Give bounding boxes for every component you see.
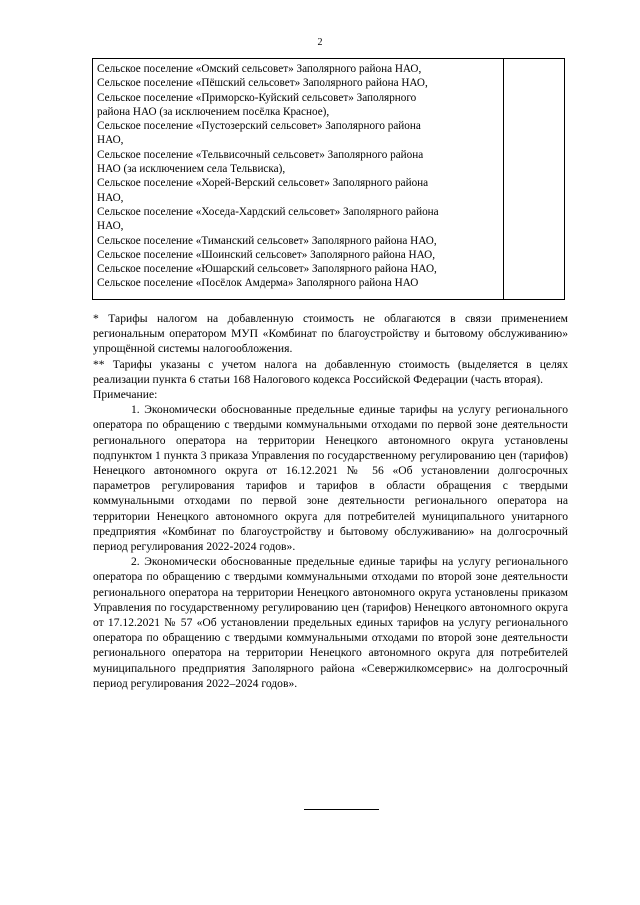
footnote-vat-exempt: * Тарифы налогом на добавленную стоимость не облагаются в связи применением региональным оператором МУП «Комбинат по благоустройству и бытовому обслуживанию» упрощённой системы налогообложения. bbox=[93, 312, 568, 356]
notes-heading: Примечание: bbox=[93, 388, 158, 402]
page-number: 2 bbox=[317, 37, 323, 48]
settlement-line: Сельское поселение «Юшарский сельсовет» Заполярного района НАО, bbox=[97, 263, 437, 276]
footnote-vat-included: ** Тарифы указаны с учетом налога на добавленную стоимость (выделяется в целях реализации пункта 6 статьи 168 Налогового кодекса Российской Федерации (часть вторая). bbox=[93, 357, 568, 386]
note-item-1: 1. Экономически обоснованные предельные единые тарифы на услугу регионального оператора по обращению с твердыми коммунальными отходами по первой зоне деятельности регионального оператора на территории Ненецкого автономного округа установлены подпунктом 1 пункта 3 приказа Управления по государственному регулированию цен (тарифов) Ненецкого автономного округа от 16.12.2021 № 56 «Об установлении долгосрочных параметров регулирования тарифов и тарифов в области обращения с твердыми коммунальными отходами по первой зоне деятельности регионального оператора на территории Ненецкого автономного округа для потребителей муниципального унитарного предприятия «Комбинат по благоустройству и бытовому обслуживанию» на долгосрочный период регулирования 2022-2024 годов». bbox=[93, 403, 568, 554]
settlement-line: НАО, bbox=[97, 220, 124, 233]
end-separator-line bbox=[304, 809, 379, 810]
settlement-line: Сельское поселение «Хоседа-Хардский сельсовет» Заполярного района bbox=[97, 205, 439, 218]
settlement-line: района НАО (за исключением посёлка Красное), bbox=[97, 105, 330, 118]
settlement-line: Сельское поселение «Омский сельсовет» Заполярного района НАО, bbox=[97, 63, 422, 75]
settlement-line: Сельское поселение «Тельвисочный сельсовет» Заполярного района bbox=[97, 148, 424, 161]
settlement-line: Сельское поселение «Хорей-Верский сельсовет» Заполярного района bbox=[97, 177, 429, 190]
settlement-line: НАО, bbox=[97, 134, 124, 147]
notes-section bbox=[93, 311, 568, 691]
settlements-cell bbox=[97, 62, 501, 291]
note-item-2: 2. Экономически обоснованные предельные единые тарифы на услугу регионального оператора по обращению с твердыми коммунальными отходами по второй зоне деятельности регионального оператора на территории Ненецкого автономного округа установлены приказом Управления по государственному регулированию цен (тарифов) Ненецкого автономного округа от 17.12.2021 № 57 «Об установлении предельных единых тарифов на услугу регионального оператора по обращению с твердыми коммунальными отходами по второй зоне деятельности регионального оператора на территории Ненецкого автономного округа для потребителей муниципального предприятия Заполярного района «Севержилкомсервис» на долгосрочный период регулирования 2022–2024 годов». bbox=[93, 555, 568, 690]
settlement-line: Сельское поселение «Посёлок Амдерма» Заполярного района НАО bbox=[97, 277, 419, 290]
settlement-line: НАО, bbox=[97, 191, 124, 204]
settlement-line: Сельское поселение «Тиманский сельсовет» Заполярного района НАО, bbox=[97, 234, 437, 247]
settlement-line: Сельское поселение «Приморско-Куйский сельсовет» Заполярного bbox=[97, 91, 417, 104]
settlements-table bbox=[92, 58, 565, 300]
settlement-line: НАО (за исключением села Тельвиска), bbox=[97, 163, 286, 176]
settlement-line: Сельское поселение «Пустозерский сельсовет» Заполярного района bbox=[97, 120, 421, 133]
settlement-line: Сельское поселение «Шоинский сельсовет» Заполярного района НАО, bbox=[97, 248, 436, 261]
table-column-divider bbox=[503, 59, 504, 299]
settlement-line: Сельское поселение «Пёшский сельсовет» Заполярного района НАО, bbox=[97, 77, 428, 90]
